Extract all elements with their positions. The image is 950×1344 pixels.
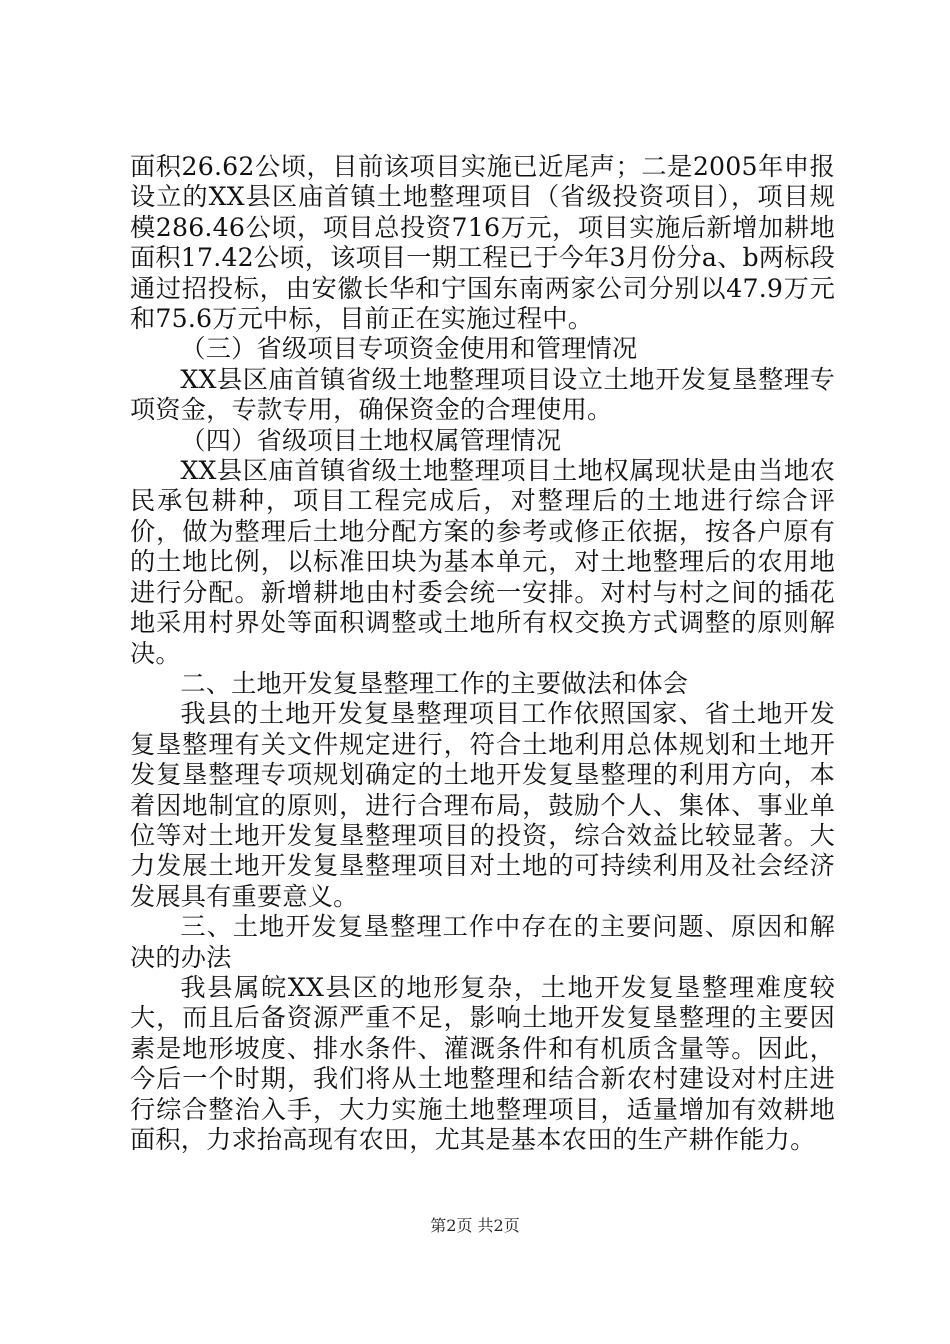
paragraph-funds: XX县区庙首镇省级土地整理项目设立土地开发复垦整理专项资金，专款专用，确保资金的合理使用。 xyxy=(130,364,835,425)
paragraph-practices: 我县的土地开发复垦整理项目工作依照国家、省土地开发复垦整理有关文件规定进行，符合土地利用总体规划和土地开发复垦整理专项规划确定的土地开发复垦整理的利用方向，本着因地制宜的原则，进行合理布局，鼓励个人、集体、事业单位等对土地开发复垦整理项目的投资，综合效益比较显著。大力发展土地开发复垦整理项目对土地的可持续利用及社会经济发展具有重要意义。 xyxy=(130,699,835,911)
paragraph-project-details: 面积26.62公顷，目前该项目实施已近尾声；二是2005年申报设立的XX县区庙首镇土地整理项目（省级投资项目），项目规模286.46公顷，项目总投资716万元，项目实施后新增加耕地面积17.42公顷，该项目一期工程已于今年3月份分a、b两标段通过招投标，由安徽长华和宁国东南两家公司分别以47.9万元和75.6万元中标，目前正在实施过程中。 xyxy=(130,152,835,334)
paragraph-problems: 我县属皖XX县区的地形复杂，土地开发复垦整理难度较大，而且后备资源严重不足，影响土地开发复垦整理的主要因素是地形坡度、排水条件、灌溉条件和有机质含量等。因此，今后一个时期，我们将从土地整理和结合新农村建设对村庄进行综合整治入手，大力实施土地整理项目，适量增加有效耕地面积，力求抬高现有农田，尤其是基本农田的生产耕作能力。 xyxy=(130,972,835,1154)
page-footer: 第2页 共2页 xyxy=(430,1216,520,1235)
section-heading-ownership: （四）省级项目土地权属管理情况 xyxy=(180,425,562,455)
section-heading-funds: （三）省级项目专项资金使用和管理情况 xyxy=(180,334,638,364)
document-body xyxy=(130,152,835,1155)
paragraph-ownership: XX县区庙首镇省级土地整理项目土地权属现状是由当地农民承包耕种，项目工程完成后，对整理后的土地进行综合评价，做为整理后土地分配方案的参考或修正依据，按各户原有的土地比例，以标准田块为基本单元，对土地整理后的农用地进行分配。新增耕地由村委会统一安排。对村与村之间的插花地采用村界处等面积调整或土地所有权交换方式调整的原则解决。 xyxy=(130,456,835,668)
section-heading-practices: 二、土地开发复垦整理工作的主要做法和体会 xyxy=(180,668,689,698)
section-heading-problems: 三、土地开发复垦整理工作中存在的主要问题、原因和解决的办法 xyxy=(130,912,835,972)
